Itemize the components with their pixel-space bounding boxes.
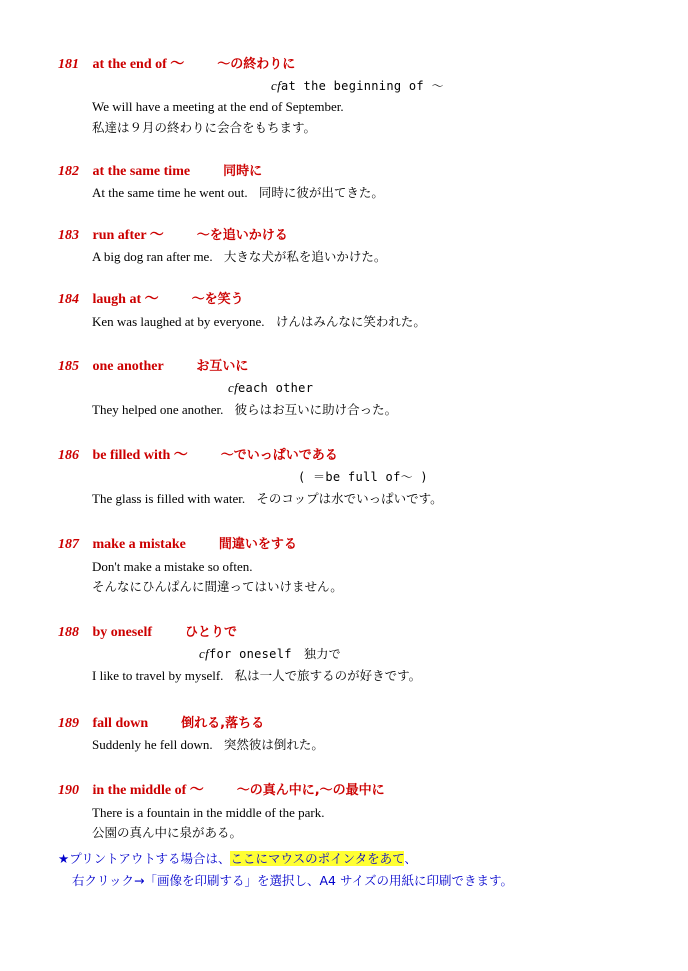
example-japanese: そのコップは水でいっぱいです。 <box>256 491 443 506</box>
note-text: at the beginning of ～ <box>280 79 444 93</box>
example-japanese: 私は一人で旅するのが好きです。 <box>234 668 422 683</box>
entry-number: 185 <box>58 359 79 374</box>
entry-note <box>298 469 428 485</box>
entry-number: 186 <box>58 448 79 463</box>
note-text: ( ＝be full of～ ) <box>298 470 428 484</box>
example-english: At the same time he went out. <box>92 185 248 200</box>
note-text: each other <box>237 381 314 395</box>
entry-phrase: be filled with ～ <box>92 448 188 463</box>
entry-note <box>199 646 341 662</box>
note-prefix: cf <box>271 78 281 93</box>
entry-meaning: 間違いをする <box>218 537 297 552</box>
print-highlight-target[interactable]: ここにマウスのポインタをあて <box>230 851 405 866</box>
example-japanese: 公園の真ん中に泉がある。 <box>92 825 243 840</box>
entry-number: 190 <box>58 783 79 798</box>
entry-meaning: ～を追いかける <box>196 228 288 243</box>
entry-number: 184 <box>58 292 79 307</box>
entry-meaning: ～でいっぱいである <box>220 448 338 463</box>
print-instructions-line2: 右クリック→「画像を印刷する」を選択し、A4 サイズの用紙に印刷できます。 <box>72 873 513 888</box>
entry-phrase: by oneself <box>92 625 152 640</box>
entry-meaning: 倒れる,落ちる <box>181 716 265 731</box>
entry-phrase: in the middle of ～ <box>92 783 204 798</box>
example-line <box>92 313 426 330</box>
entry-heading <box>58 57 295 73</box>
example-japanese: 彼らはお互いに助け合った。 <box>234 402 398 417</box>
entry-phrase: at the same time <box>92 164 191 179</box>
entry-heading <box>58 625 237 641</box>
entry-phrase: at the end of ～ <box>92 57 185 72</box>
entry-number: 187 <box>58 537 79 552</box>
entry-meaning: ひとりで <box>185 625 238 640</box>
print-instructions-punct: 、 <box>404 851 417 866</box>
entry-heading <box>58 228 288 244</box>
example-english: There is a fountain in the middle of the park. <box>92 805 325 820</box>
note-text: for oneself 独力で <box>208 647 341 661</box>
example-line <box>92 401 397 418</box>
entry-heading <box>58 164 262 180</box>
entry-number: 181 <box>58 57 79 72</box>
example-japanese: けんはみんなに笑われた。 <box>275 314 426 329</box>
entry-note <box>228 380 313 396</box>
example-english: Ken was laughed at by everyone. <box>92 314 265 329</box>
entry-number: 183 <box>58 228 79 243</box>
entry-meaning: お互いに <box>196 359 249 374</box>
example-japanese: そんなにひんぱんに間違ってはいけません。 <box>92 579 343 594</box>
example-english: We will have a meeting at the end of September. <box>92 99 344 114</box>
entry-heading <box>58 359 248 375</box>
example-line <box>92 667 421 684</box>
entry-phrase: run after ～ <box>92 228 164 243</box>
entry-phrase: one another <box>92 359 164 374</box>
entry-number: 188 <box>58 625 79 640</box>
print-instructions-lead: ★プリントアウトする場合は、 <box>58 851 231 866</box>
entry-note <box>271 78 444 94</box>
entry-number: 189 <box>58 716 79 731</box>
example-english: The glass is filled with water. <box>92 491 246 506</box>
example-japanese: 私達は９月の終わりに会合をもちます。 <box>92 120 317 135</box>
example-line <box>92 736 324 753</box>
example-english: Don't make a mistake so often. <box>92 559 253 574</box>
example-line <box>92 490 443 507</box>
note-prefix: cf <box>199 646 209 661</box>
entry-phrase: laugh at ～ <box>92 292 159 307</box>
entry-heading <box>58 292 244 308</box>
entry-phrase: make a mistake <box>92 537 186 552</box>
entry-meaning: ～の終わりに <box>217 57 296 72</box>
example-japanese: 同時に彼が出てきた。 <box>258 185 384 200</box>
example-english: A big dog ran after me. <box>92 249 213 264</box>
example-japanese: 突然彼は倒れた。 <box>223 737 324 752</box>
entry-meaning: ～を笑う <box>191 292 244 307</box>
example-english: I like to travel by myself. <box>92 668 224 683</box>
entry-heading <box>58 537 297 553</box>
entry-heading <box>58 783 385 799</box>
entry-number: 182 <box>58 164 79 179</box>
print-instructions <box>58 848 513 892</box>
example-line <box>92 184 384 201</box>
example-english: They helped one another. <box>92 402 224 417</box>
print-instructions-line1 <box>58 848 513 870</box>
example-line <box>92 248 386 265</box>
note-prefix: cf <box>228 380 238 395</box>
entry-meaning: ～の真ん中に,～の最中に <box>236 783 385 798</box>
example-english: Suddenly he fell down. <box>92 737 213 752</box>
entry-heading <box>58 716 264 732</box>
entry-phrase: fall down <box>92 716 149 731</box>
entry-meaning: 同時に <box>223 164 263 179</box>
example-japanese: 大きな犬が私を追いかけた。 <box>223 249 387 264</box>
entry-heading <box>58 448 338 464</box>
